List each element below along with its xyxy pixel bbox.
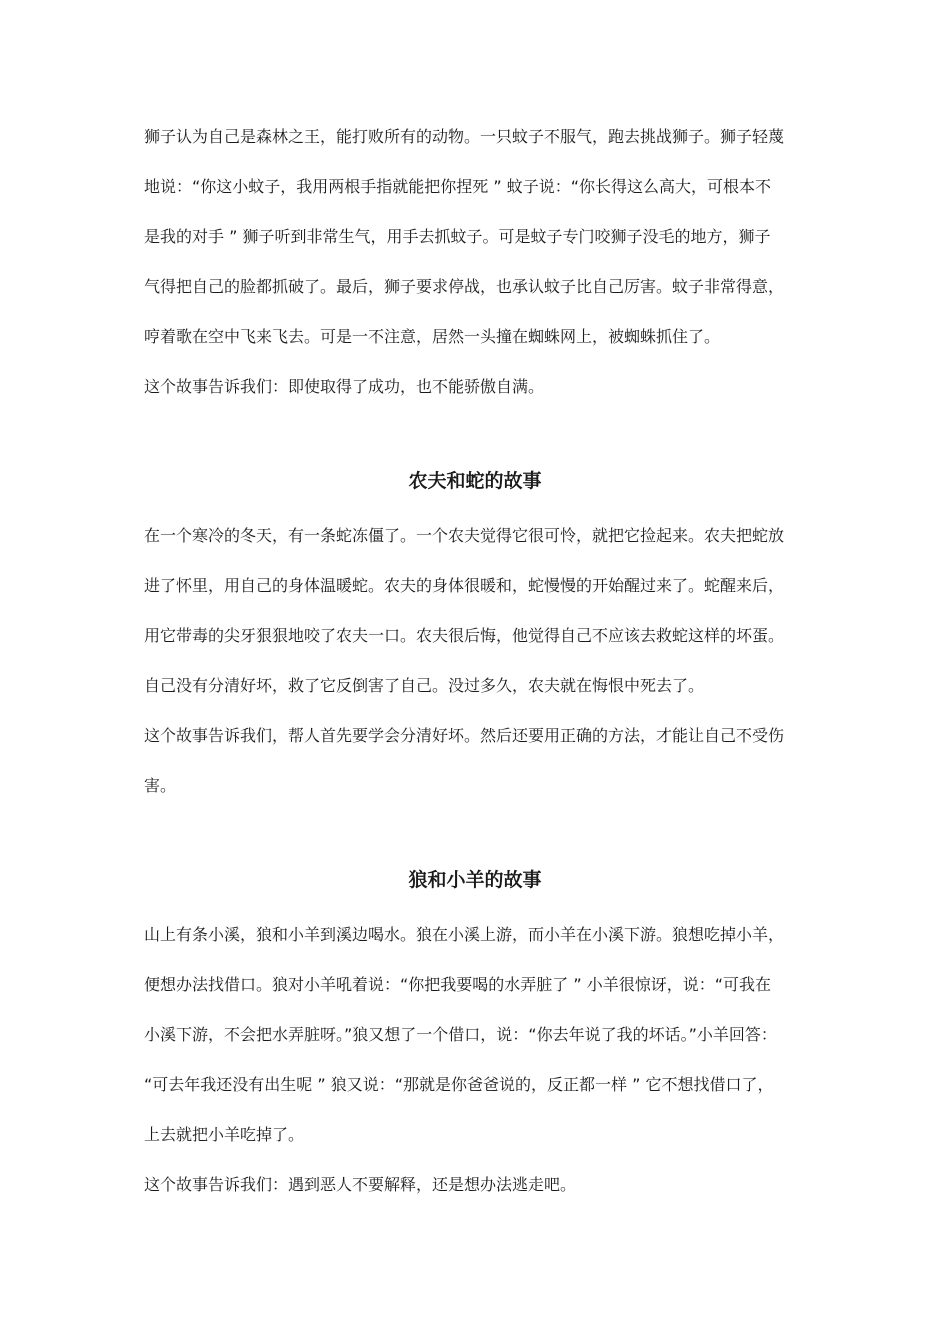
story3-line-3: 小溪下游，不会把水弄脏呀。”狼又想了一个借口，说：“你去年说了我的坏话。”小羊回答： [144,1025,777,1044]
story2-line-2: 进了怀里，用自己的身体温暖蛇。农夫的身体很暖和，蛇慢慢的开始醒过来了。蛇醒来后， [144,576,785,595]
story2-line-3: 用它带毒的尖牙狠狠地咬了农夫一口。农夫很后悔，他觉得自己不应该去救蛇这样的坏蛋。 [144,626,785,645]
story3-line-2: 便想办法找借口。狼对小羊吼着说：“你把我要喝的水弄脏了 ” 小羊很惊讶，说：“可我在 [144,975,772,994]
story1-line-4: 气得把自己的脸都抓破了。最后，狮子要求停战，也承认蚊子比自己厉害。蚊子非常得意， [144,277,785,296]
story3-line-5: 上去就把小羊吃掉了。 [144,1125,305,1144]
story1-line-2: 地说：“你这小蚊子，我用两根手指就能把你捏死 ” 蚊子说：“你长得这么高大，可根本不 [144,177,772,196]
story3-line-1: 山上有条小溪，狼和小羊到溪边喝水。狼在小溪上游，而小羊在小溪下游。狼想吃掉小羊， [144,925,785,944]
story1-moral: 这个故事告诉我们：即使取得了成功，也不能骄傲自满。 [144,377,545,396]
story2-title: 农夫和蛇的故事 [408,470,542,492]
story3-moral: 这个故事告诉我们：遇到恶人不要解释，还是想办法逃走吧。 [144,1175,577,1194]
story3-title: 狼和小羊的故事 [408,869,542,891]
story2-moral-line-2: 害。 [144,776,177,795]
story3-line-4: “可去年我还没有出生呢 ” 狼又说：“那就是你爸爸说的，反正都一样 ” 它不想找借口了， [144,1075,774,1094]
story2-moral-line-1: 这个故事告诉我们，帮人首先要学会分清好坏。然后还要用正确的方法，才能让自己不受伤 [144,726,785,745]
story1-line-3: 是我的对手 ” 狮子听到非常生气，用手去抓蚊子。可是蚊子专门咬狮子没毛的地方，狮子 [144,227,771,246]
story2-line-4: 自己没有分清好坏，救了它反倒害了自己。没过多久，农夫就在悔恨中死去了。 [144,676,705,695]
story2-line-1: 在一个寒冷的冬天，有一条蛇冻僵了。一个农夫觉得它很可怜，就把它捡起来。农夫把蛇放 [144,526,785,545]
story1-line-5: 哼着歌在空中飞来飞去。可是一不注意，居然一头撞在蜘蛛网上，被蜘蛛抓住了。 [144,327,721,346]
story1-line-1: 狮子认为自己是森林之王，能打败所有的动物。一只蚊子不服气，跑去挑战狮子。狮子轻蔑 [144,127,785,146]
